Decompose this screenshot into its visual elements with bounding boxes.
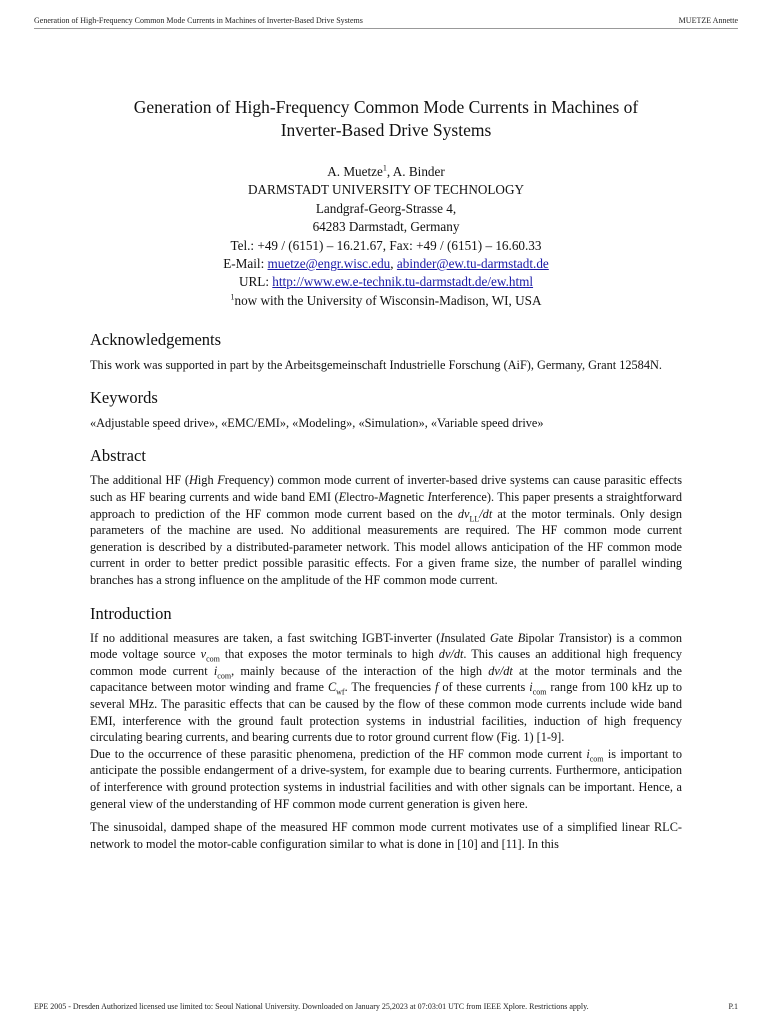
page-footer bbox=[34, 1002, 738, 1014]
running-header bbox=[34, 14, 738, 29]
introduction-heading: Introduction bbox=[90, 603, 172, 623]
footer-license-notice: EPE 2005 - Dresden Authorized licensed use limited to: Seoul National University. Downloaded on January 25,2023 at 07:03:01 UTC from IEEE Xplore. Restrictions apply. bbox=[34, 1002, 589, 1011]
author-block bbox=[90, 163, 682, 310]
abstract-heading: Abstract bbox=[90, 446, 146, 466]
running-header-title: Generation of High-Frequency Common Mode Currents in Machines of Inverter-Based Drive Systems bbox=[34, 16, 363, 25]
email-line: E-Mail: muetze@engr.wisc.edu, abinder@ew.tu-darmstadt.de bbox=[223, 256, 549, 272]
running-header-author: MUETZE Annette bbox=[678, 16, 738, 25]
street-address: Landgraf-Georg-Strasse 4, bbox=[315, 200, 457, 216]
title-line-2: Inverter-Based Drive Systems bbox=[280, 120, 492, 140]
affiliation: DARMSTADT UNIVERSITY OF TECHNOLOGY bbox=[247, 182, 524, 198]
url-link[interactable]: http://www.ew.e-technik.tu-darmstadt.de/ew.html bbox=[272, 274, 534, 290]
paper-title bbox=[90, 96, 682, 142]
keywords-text: «Adjustable speed drive», «EMC/EMI», «Modeling», «Simulation», «Variable speed drive» bbox=[90, 415, 544, 430]
keywords-heading: Keywords bbox=[90, 387, 158, 407]
paper-body bbox=[90, 96, 682, 852]
email-link-muetze[interactable]: muetze@engr.wisc.edu bbox=[267, 256, 391, 272]
author-names: A. Muetze$^1$, A. Binder bbox=[327, 163, 445, 179]
acknowledgements-text: This work was supported in part by the Arbeitsgemeinschaft Industrielle Forschung (AiF), Germany, Grant 12584N. bbox=[90, 358, 662, 373]
author-note: $^1$now with the University of Wisconsin-Madison, WI, USA bbox=[230, 292, 542, 308]
phone-fax: Tel.: +49 / (6151) – 16.21.67, Fax: +49 / (6151) – 16.60.33 bbox=[230, 237, 542, 253]
title-line-1: Generation of High-Frequency Common Mode Currents in Machines of bbox=[133, 97, 639, 117]
email-link-binder[interactable]: abinder@ew.tu-darmstadt.de bbox=[396, 256, 549, 272]
introduction-paragraph-3: The sinusoidal, damped shape of the measured HF common mode current motivates use of a simplified linear RLC-network to model the motor-cable configuration similar to what is done in [10] and [11]. In this bbox=[90, 820, 682, 851]
page-number: P.1 bbox=[728, 1002, 738, 1011]
acknowledgements-heading: Acknowledgements bbox=[90, 330, 222, 350]
introduction-paragraph-1: If no additional measures are taken, a fast switching IGBT-inverter (Insulated Gate Bipolar Transistor) is a common mode voltage source $v_{com}$ that exposes the motor terminals to high dv/dt. This causes an additional high frequency common mode current $i_{com}$, mainly because of the interaction of the high dv/dt at the motor terminals and the capacitance between motor winding and frame $C_{wf}$. The frequencies f of these currents $i_{com}$ range from 100 kHz up to several MHz. The parasitic effects that can be caused by the flow of these common mode currents include wide band EMI, interference with the ground fault protection systems in industrial facilities, induction of high frequency circulating bearing currents, and bearing currents due to rotor ground current flow (Fig. 1) [1-9]. bbox=[90, 630, 683, 745]
url-line: URL: http://www.ew.e-technik.tu-darmstadt.de/ew.html bbox=[238, 274, 534, 290]
abstract-text: The additional HF (High Frequency) common mode current of inverter-based drive systems can cause parasitic effects such as HF bearing currents and wide band EMI (Electro-Magnetic Interference). This paper presents a straightforward approach to prediction of the HF common mode current based on the $dv_{LL}/dt$ at the motor terminals. Only design parameters of the machine are used. No additional measurements are required. The HF common mode current generation is described by a distributed-parameter network. This model allows anticipation of the HF common mode current in order to better predict possible parasitic effects. For a given frame size, the number of parallel winding branches has a strong influence on the amplitude of the HF common mode current. bbox=[90, 473, 682, 587]
city-address: 64283 Darmstadt, Germany bbox=[312, 219, 460, 235]
introduction-paragraph-2: Due to the occurrence of these parasitic phenomena, prediction of the HF common mode current $i_{com}$ is important to anticipate the possible endangerment of a drive-system, for example due to bearing currents. Furthermore, anticipation of interference with ground protection systems in industrial facilities and with other signals can be important. Hence, a general view of the understanding of HF common mode current generation is given here. bbox=[90, 746, 682, 811]
